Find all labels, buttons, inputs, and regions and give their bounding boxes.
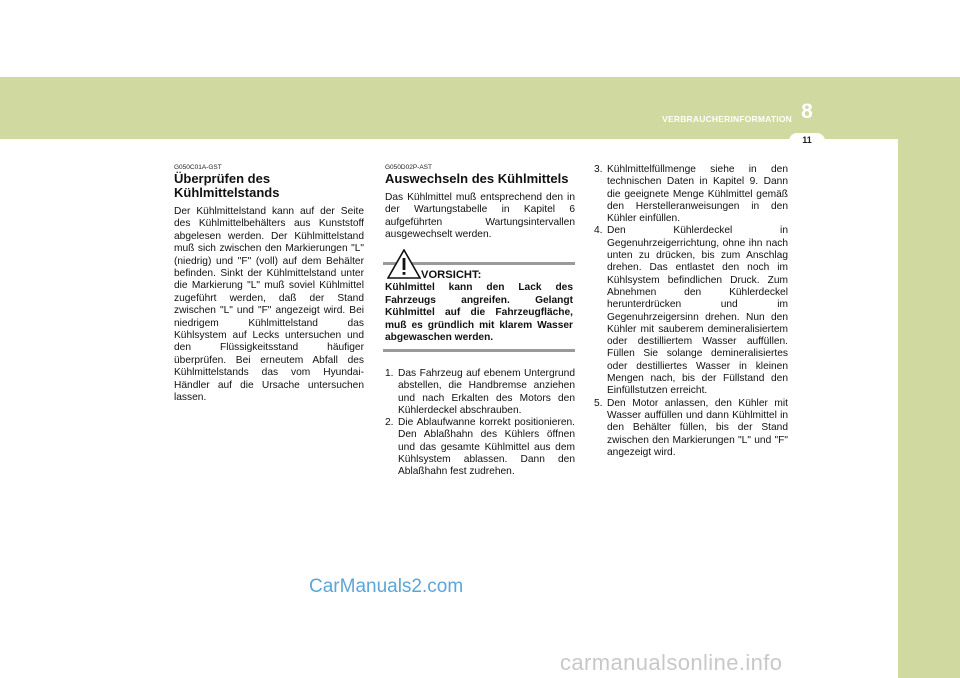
section-body: Der Kühlmittelstand kann auf der Seite des Kühlmittelbehälters aus Kunststoff abgelesen werden. Der Kühlmittelstand muß sich zwischen den Markierungen "L" (niedrig) und "F" (voll) auf dem Behälter befinden. Sinkt der Kühlmittelstand unter die Markierung "L" muß soviel Kühlmittel zugeführt werden, daß der Stand zwischen "L" und "F" angezeigt wird. Bei niedrigem Kühlmittelstand das Kühlsystem auf Lecks untersuchen und den Flüssigkeitsstand häufiger überprüfen. Bei erneutem Abfall des Kühlmittelstands das vom Hyundai-Händler auf die Ursache untersuchen lassen.	[174, 206, 364, 404]
page-number: 11	[802, 135, 812, 145]
step-text: Den Kühlerdeckel in Gegenuhrzeigerrichtung, ohne ihn nach unten zu drücken, bis zum Anschlag drehen. Das entlastet den noch im Kühlsystem befindlichen Druck. Zum Abnehmen den Kühlerdeckel herunterdrücken und im Gegenuhrzeigersinn drehen. Nun den Kühler mit sauberem demineralisiertem oder destilliertem Wasser auffüllen. Füllen Sie solange demineralisiertes oder destilliertes Wasser in kleinen Mengen nach, bis der Füllstand den Einfüllstutzen erreicht.	[607, 225, 788, 397]
steps-list-part1	[385, 368, 575, 479]
list-item	[594, 164, 788, 225]
step-number: 1.	[385, 368, 394, 379]
top-margin	[0, 0, 960, 77]
step-text: Die Ablaufwanne korrekt positionieren. Den Ablaßhahn des Kühlers öffnen und das gesamte Kühlmittel aus dem Kühlsystem ablassen. Dann den Ablaßhahn fest zudrehen.	[398, 417, 575, 478]
section-heading: Überprüfen des Kühlmittelstands	[174, 171, 280, 200]
section-heading: Auswechseln des Kühlmittels	[385, 171, 569, 186]
steps-list-part2	[594, 164, 788, 459]
watermark-carmanualsonline[interactable]: carmanualsonline.info	[560, 650, 783, 675]
list-item	[385, 368, 575, 417]
step-number: 4.	[594, 225, 603, 237]
corner-cut	[898, 0, 960, 77]
section-code: G050D02P-AST	[385, 164, 432, 171]
step-text: Kühlmittelfüllmenge siehe in den technischen Daten in Kapitel 9. Dann die geeignete Menge Kühlmittel gemäß den Herstelleranweisungen in den Kühler einfüllen.	[607, 164, 788, 225]
chapter-number: 8	[801, 100, 813, 123]
section-body: Das Kühlmittel muß entsprechend den in der Wartungstabelle in Kapitel 6 aufgeführten Wartungsintervallen ausgewechselt werden.	[385, 192, 575, 241]
warning-triangle-icon	[387, 249, 421, 279]
caution-box	[383, 262, 575, 352]
list-item	[594, 225, 788, 397]
header-band	[0, 77, 898, 139]
column-coolant-check	[174, 164, 364, 405]
list-item	[385, 417, 575, 478]
step-text: Den Motor anlassen, den Kühler mit Wasser auffüllen und dann Kühlmittel in den Behälter füllen, bis der Stand zwischen den Markierungen "L" und "F" angezeigt wird.	[607, 397, 788, 458]
step-number: 2.	[385, 417, 394, 429]
caution-title: VORSICHT:	[421, 269, 482, 281]
section-title: VERBRAUCHERINFORMATION	[662, 114, 792, 124]
watermark-carmanuals2[interactable]: CarManuals2.com	[309, 576, 464, 597]
caution-text: Kühlmittel kann den Lack des Fahrzeugs angreifen. Gelangt Kühlmittel auf die Fahrzeugfläche, muß es gründlich mit klarem Wasser abgewaschen werden.	[385, 282, 573, 344]
step-number: 5.	[594, 397, 603, 409]
step-number: 3.	[594, 164, 603, 175]
column-coolant-change	[385, 164, 575, 242]
section-code: G050C01A-GST	[174, 164, 222, 171]
step-text: Das Fahrzeug auf ebenem Untergrund abstellen, die Handbremse anziehen und nach Erkalten des Motors den Kühlerdeckel abschrauben.	[398, 368, 575, 416]
list-item	[594, 398, 788, 459]
side-color-band	[898, 0, 960, 678]
